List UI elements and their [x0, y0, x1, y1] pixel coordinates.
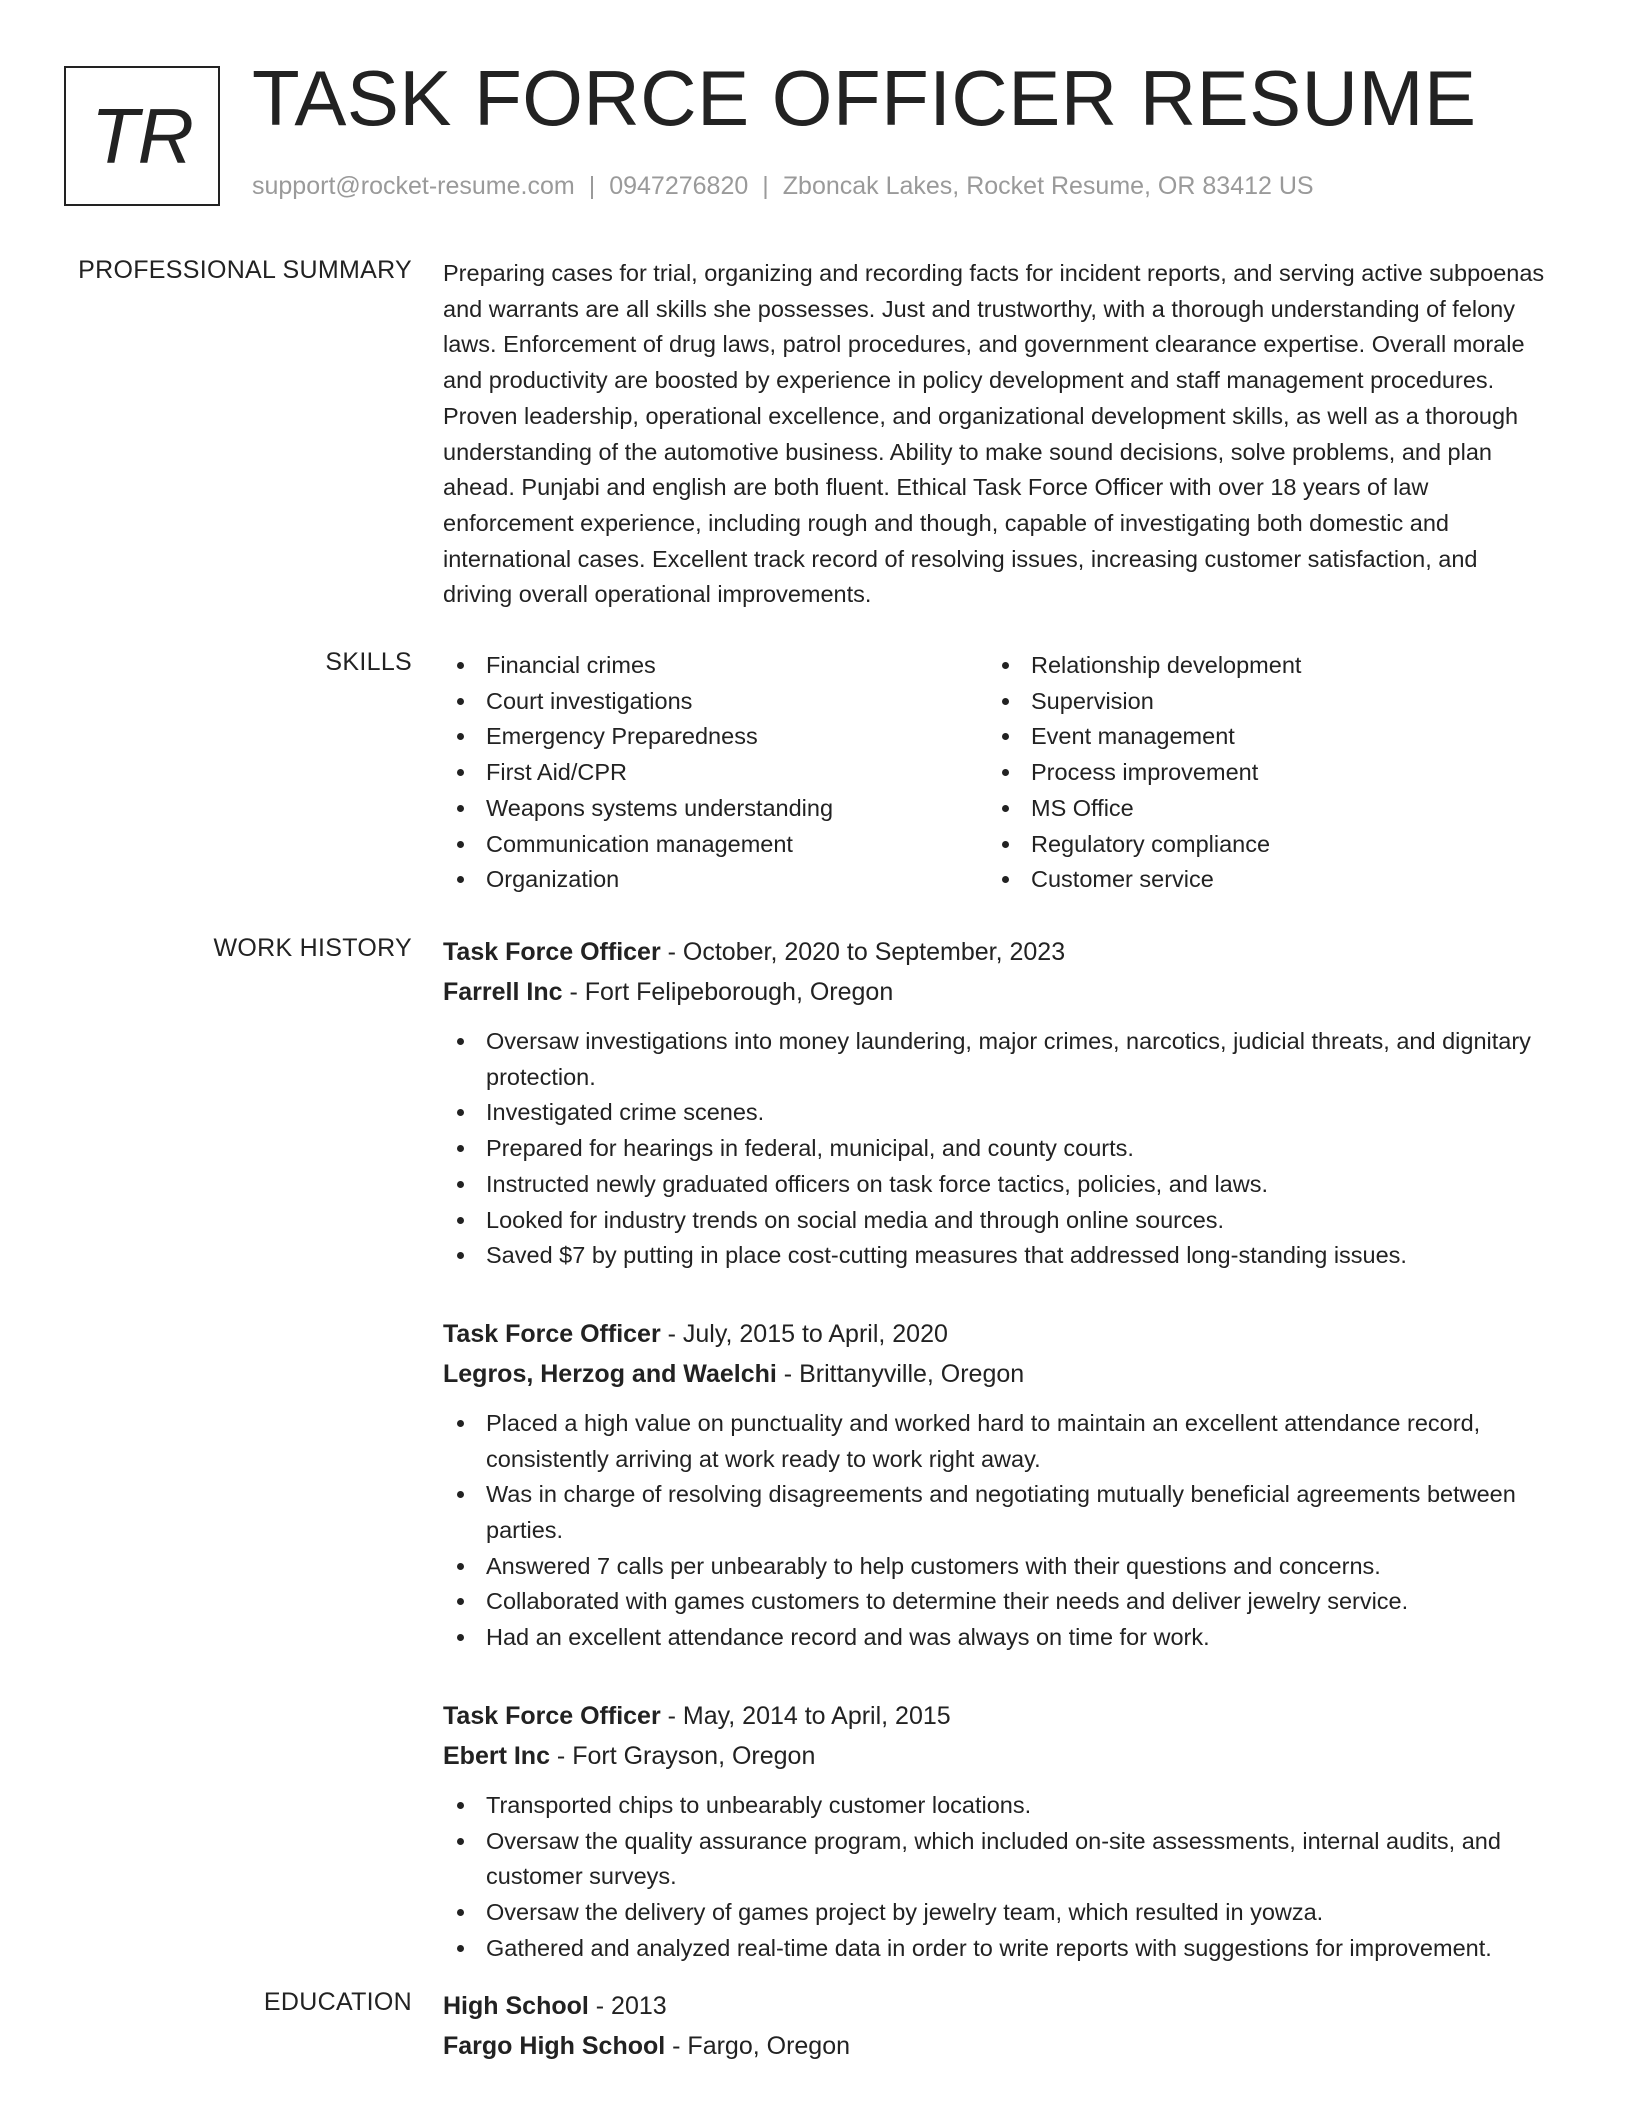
summary-text: Preparing cases for trial, organizing and recording facts for incident reports, and serving active subpoenas and warrants are all skills she possesses. Just and trustworthy, with a thorough understanding of felony laws. Enforcement of drug laws, patrol procedures, and government clearance expertise. Overall morale and productivity are boosted by experience in policy development and staff management procedures. Proven leadership, operational excellence, and organizational development skills, as well as a thorough understanding of the automotive business. Ability to make sound decisions, solve problems, and plan ahead. Punjabi and english are both fluent. Ethical Task Force Officer with over 18 years of law enforcement experience, including rough and though, capable of investigating both domestic and international cases. Excellent track record of resolving issues, increasing customer satisfaction, and driving overall operational improvements. — [443, 260, 1545, 608]
job-bullet: Looked for industry trends on social media and through online sources. — [443, 1203, 1553, 1239]
education-school: Fargo High School — [443, 2032, 666, 2060]
job-bullet: Had an excellent attendance record and was always on time for work. — [443, 1620, 1553, 1656]
employer-name: Farrell Inc — [443, 978, 563, 1006]
contact-email: support@rocket-resume.com — [252, 172, 575, 200]
skills-columns — [443, 648, 1553, 898]
employer-location: - Fort Felipeborough, Oregon — [562, 978, 894, 1006]
job-bullet: Collaborated with games customers to determine their needs and deliver jewelry service. — [443, 1584, 1553, 1620]
job-bullet: Oversaw the delivery of games project by jewelry team, which resulted in yowza. — [443, 1895, 1553, 1931]
contact-separator: | — [762, 172, 769, 200]
skill-item: Financial crimes — [443, 648, 988, 684]
education-degree-line — [443, 1988, 1553, 2024]
skill-item: Emergency Preparedness — [443, 719, 988, 755]
education-body — [443, 1988, 1553, 2064]
skills-column-left — [443, 648, 988, 898]
skill-item: Regulatory compliance — [988, 827, 1533, 863]
job-entry — [443, 1316, 1553, 1656]
job-title-line — [443, 1316, 1553, 1352]
job-bullets — [443, 1406, 1553, 1656]
job-bullet: Placed a high value on punctuality and worked hard to maintain an excellent attendance record, consistently arriving at work ready to work right away. — [443, 1406, 1553, 1477]
job-bullets — [443, 1024, 1553, 1274]
education-location: - Fargo, Oregon — [665, 2032, 851, 2060]
employer-location: - Brittanyville, Oregon — [776, 1359, 1025, 1388]
skill-item: MS Office — [988, 791, 1533, 827]
education-school-line — [443, 2028, 1553, 2064]
job-bullet: Was in charge of resolving disagreements and negotiating mutually beneficial agreements between parties. — [443, 1477, 1553, 1548]
education-label: EDUCATION — [263, 1988, 412, 2016]
education-year: - 2013 — [588, 1992, 667, 2020]
contact-address: Zboncak Lakes, Rocket Resume, OR 83412 US — [782, 172, 1314, 200]
job-dates: - May, 2014 to April, 2015 — [660, 1701, 951, 1730]
contact-phone: 0947276820 — [609, 172, 749, 200]
job-bullets — [443, 1788, 1553, 1967]
job-title: Task Force Officer — [443, 1701, 661, 1730]
education-degree: High School — [443, 1992, 589, 2020]
job-bullet: Instructed newly graduated officers on task force tactics, policies, and laws. — [443, 1167, 1553, 1203]
job-title-line — [443, 1698, 1553, 1734]
employer-name: Ebert Inc — [443, 1741, 550, 1770]
job-title: Task Force Officer — [443, 938, 661, 966]
employer-location: - Fort Grayson, Oregon — [549, 1741, 816, 1770]
job-bullet: Transported chips to unbearably customer locations. — [443, 1788, 1553, 1824]
job-dates: - July, 2015 to April, 2020 — [660, 1319, 948, 1348]
job-bullet: Oversaw the quality assurance program, which included on-site assessments, internal audits, and customer surveys. — [443, 1824, 1553, 1895]
skills-label: SKILLS — [325, 648, 412, 676]
employer-name: Legros, Herzog and Waelchi — [443, 1359, 777, 1388]
job-bullet: Oversaw investigations into money laundering, major crimes, narcotics, judicial threats, and dignitary protection. — [443, 1024, 1553, 1095]
employer-line — [443, 1738, 1553, 1774]
skills-column-right — [988, 648, 1533, 898]
skill-item: Relationship development — [988, 648, 1533, 684]
monogram-logo: TR — [64, 66, 220, 206]
skill-item: Customer service — [988, 862, 1533, 898]
skills-body — [443, 648, 1553, 898]
job-title: Task Force Officer — [443, 1319, 661, 1348]
skill-item: Organization — [443, 862, 988, 898]
skill-item: Supervision — [988, 684, 1533, 720]
employer-line — [443, 1356, 1553, 1392]
summary-label: PROFESSIONAL SUMMARY — [78, 256, 412, 284]
page-title: TASK FORCE OFFICER RESUME — [252, 54, 1477, 142]
summary-body — [443, 256, 1553, 613]
job-entry — [443, 1698, 1553, 1967]
job-bullet: Investigated crime scenes. — [443, 1095, 1553, 1131]
job-title-line — [443, 934, 1553, 970]
job-bullet: Saved $7 by putting in place cost-cutting measures that addressed long-standing issues. — [443, 1238, 1553, 1274]
work-body — [443, 934, 1553, 2008]
skill-item: Event management — [988, 719, 1533, 755]
contact-separator: | — [588, 172, 596, 200]
skill-item: Court investigations — [443, 684, 988, 720]
job-bullet: Gathered and analyzed real-time data in order to write reports with suggestions for improvement. — [443, 1931, 1553, 1967]
skill-item: Communication management — [443, 827, 988, 863]
job-bullet: Prepared for hearings in federal, municipal, and county courts. — [443, 1131, 1553, 1167]
skill-item: Weapons systems understanding — [443, 791, 988, 827]
job-entry — [443, 934, 1553, 1274]
contact-line — [252, 172, 1314, 201]
skill-item: First Aid/CPR — [443, 755, 988, 791]
job-bullet: Answered 7 calls per unbearably to help customers with their questions and concerns. — [443, 1549, 1553, 1585]
job-dates: - October, 2020 to September, 2023 — [660, 938, 1066, 966]
work-label: WORK HISTORY — [213, 934, 412, 962]
employer-line — [443, 974, 1553, 1010]
skill-item: Process improvement — [988, 755, 1533, 791]
